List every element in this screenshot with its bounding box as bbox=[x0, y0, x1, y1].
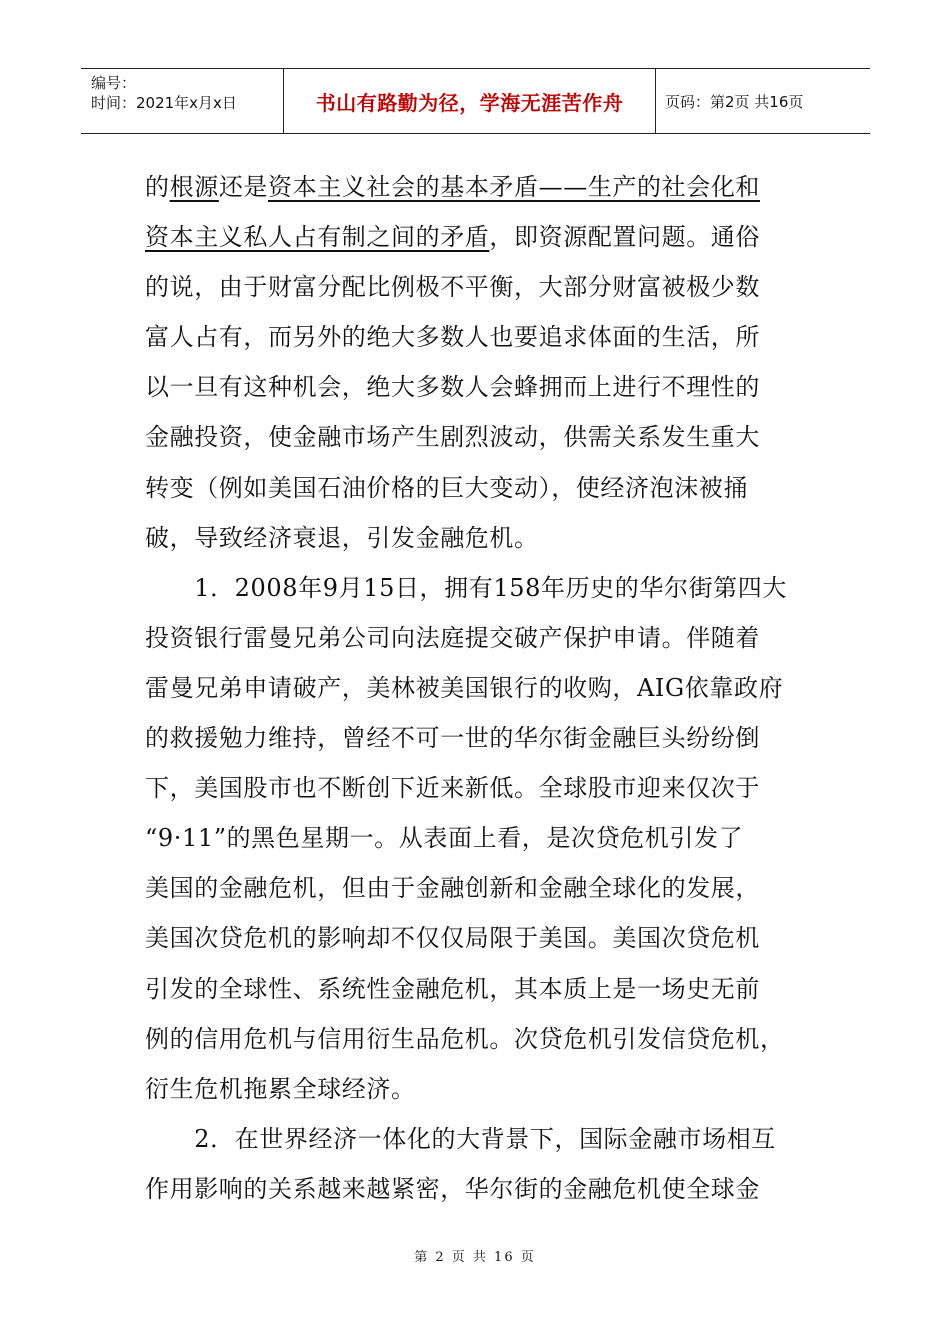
header-motto: 书山有路勤为径，学海无涯苦作舟 bbox=[283, 69, 656, 133]
paragraph bbox=[145, 162, 810, 563]
text-line bbox=[145, 1014, 810, 1064]
text-segment: 的 bbox=[145, 173, 170, 201]
text-segment: 以一旦有这种机会，绝大多数人会蜂拥而上进行不理性的 bbox=[145, 373, 760, 402]
paragraph bbox=[145, 563, 810, 1114]
text-segment: 作用影响的关系越来越紧密，华尔街的金融危机使全球金 bbox=[145, 1174, 760, 1203]
text-line bbox=[145, 713, 810, 763]
text-line bbox=[145, 813, 810, 863]
text-line bbox=[145, 362, 810, 412]
underlined-text: 资本主义私人占有制之间的矛盾 bbox=[145, 223, 490, 252]
text-line bbox=[145, 1164, 810, 1214]
text-line bbox=[145, 913, 810, 963]
text-segment: 下，美国股市也不断创下近来新低。全球股市迎来仅次于 bbox=[145, 774, 760, 803]
text-segment: 的说，由于财富分配比例极不平衡，大部分财富被极少数 bbox=[145, 273, 760, 302]
paragraph bbox=[145, 1114, 810, 1214]
text-segment: 破，导致经济衰退，引发金融危机。 bbox=[145, 523, 539, 552]
text-line bbox=[145, 663, 810, 713]
text-segment: ，即资源配置问题。通俗 bbox=[489, 223, 761, 252]
text-line bbox=[145, 1114, 810, 1164]
text-line bbox=[145, 1064, 810, 1114]
doc-number-label: 编号： bbox=[91, 74, 137, 92]
underlined-text: 根源 bbox=[169, 173, 219, 201]
document-body bbox=[145, 162, 810, 1214]
text-line bbox=[145, 262, 810, 312]
text-segment: 衍生危机拖累全球经济。 bbox=[145, 1074, 416, 1103]
text-line bbox=[145, 863, 810, 913]
header-meta bbox=[81, 69, 283, 133]
doc-date-label: 时间：2021年x月x日 bbox=[91, 94, 237, 112]
text-line bbox=[145, 513, 810, 563]
text-segment: 金融投资，使金融市场产生剧烈波动，供需关系发生重大 bbox=[145, 423, 760, 452]
text-segment: 美国次贷危机的影响却不仅仅局限于美国。美国次贷危机 bbox=[145, 924, 760, 953]
text-segment: 2．在世界经济一体化的大背景下，国际金融市场相互 bbox=[145, 1124, 776, 1153]
text-line bbox=[145, 763, 810, 813]
text-line bbox=[145, 162, 810, 212]
text-segment: 转变（例如美国石油价格的巨大变动），使经济泡沫被捅 bbox=[145, 473, 748, 502]
text-line bbox=[145, 613, 810, 663]
text-line bbox=[145, 463, 810, 513]
page-footer: 第 2 页 共 16 页 bbox=[414, 1250, 536, 1265]
text-segment: 富人占有，而另外的绝大多数人也要追求体面的生活，所 bbox=[145, 323, 760, 352]
text-line bbox=[145, 964, 810, 1014]
text-segment: 还是 bbox=[218, 173, 269, 201]
underlined-text: 资本主义社会的基本矛盾——生产的社会化和 bbox=[268, 173, 761, 201]
text-segment: 1．2008年9月15日，拥有158年历史的华尔街第四大 bbox=[145, 573, 787, 602]
text-line bbox=[145, 212, 810, 262]
page-header bbox=[81, 68, 870, 134]
text-segment: 的救援勉力维持，曾经不可一世的华尔街金融巨头纷纷倒 bbox=[145, 724, 760, 753]
text-segment: 引发的全球性、系统性金融危机，其本质上是一场史无前 bbox=[145, 974, 760, 1003]
text-segment: 投资银行雷曼兄弟公司向法庭提交破产保护申请。伴随着 bbox=[145, 623, 760, 652]
text-line bbox=[145, 563, 810, 613]
text-segment: 例的信用危机与信用衍生品危机。次贷危机引发信贷危机， bbox=[145, 1024, 785, 1053]
text-segment: 雷曼兄弟申请破产，美林被美国银行的收购，AIG依靠政府 bbox=[145, 673, 784, 702]
text-segment: “9·11”的黑色星期一。从表面上看，是次贷危机引发了 bbox=[145, 824, 744, 853]
header-page-info: 页码：第2页 共16页 bbox=[665, 92, 804, 111]
text-line bbox=[145, 412, 810, 462]
text-line bbox=[145, 312, 810, 362]
text-segment: 美国的金融危机，但由于金融创新和金融全球化的发展， bbox=[145, 874, 760, 903]
